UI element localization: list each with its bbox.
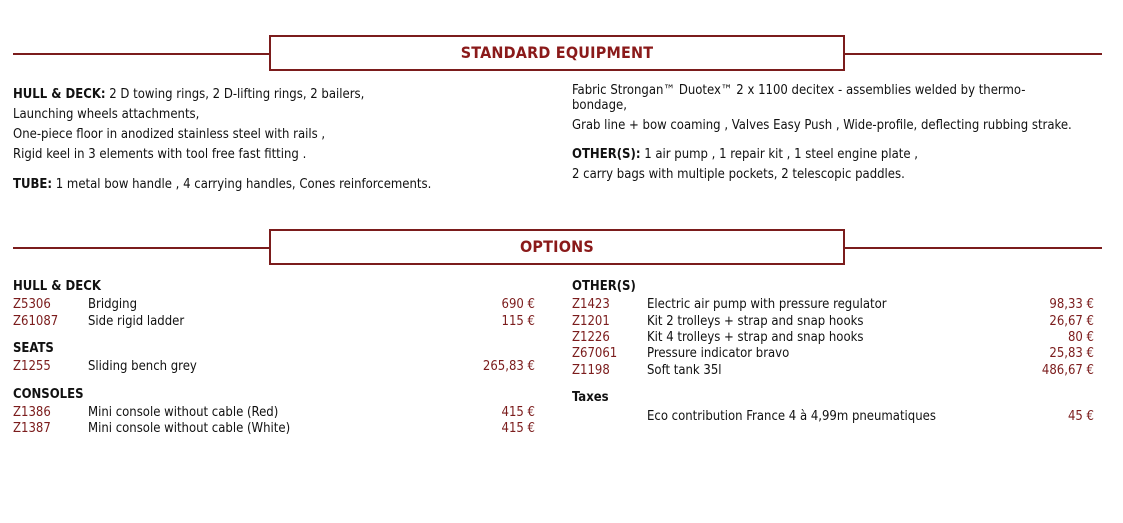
option-desc: Sliding bench grey: [88, 359, 197, 374]
option-desc: Electric air pump with pressure regulator: [647, 297, 887, 312]
option-code: Z61087: [13, 314, 59, 329]
option-code: Z67061: [572, 346, 618, 361]
option-code: Z1226: [572, 330, 610, 345]
options-heading-taxes: Taxes: [572, 390, 609, 405]
option-price: 415 €: [501, 421, 535, 436]
option-desc: Kit 4 trolleys + strap and snap hooks: [647, 330, 864, 345]
option-code: Z1201: [572, 314, 610, 329]
tube-text: 1 metal bow handle , 4 carrying handles, Cones reinforcements.: [55, 177, 432, 192]
hull-deck-text-1: 2 D towing rings, 2 D-lifting rings, 2 bailers,: [109, 87, 365, 102]
hull-deck-line-3: One-piece floor in anodized stainless steel with rails ,: [13, 127, 326, 142]
option-price: 26,67 €: [1049, 314, 1094, 329]
option-code: Z5306: [13, 297, 51, 312]
others-line-2: 2 carry bags with multiple pockets, 2 telescopic paddles.: [572, 167, 905, 182]
hull-deck-line-2: Launching wheels attachments,: [13, 107, 200, 122]
options-title: OPTIONS: [269, 229, 845, 265]
option-code: Z1198: [572, 363, 610, 378]
options-heading-consoles: CONSOLES: [13, 387, 84, 402]
option-desc: Mini console without cable (White): [88, 421, 291, 436]
fabric-line-1: Fabric Strongan™ Duotex™ 2 x 1100 decitex - assemblies welded by thermo-: [572, 83, 1026, 98]
option-desc: Mini console without cable (Red): [88, 405, 279, 420]
others-line-1: [572, 147, 918, 163]
option-code: Z1386: [13, 405, 51, 420]
options-heading-seats: SEATS: [13, 341, 54, 356]
option-desc: Eco contribution France 4 à 4,99m pneumatiques: [647, 409, 936, 424]
standard-equipment-title: STANDARD EQUIPMENT: [269, 35, 845, 71]
option-code: Z1255: [13, 359, 51, 374]
hull-deck-label: HULL & DECK:: [13, 87, 106, 102]
option-desc: Pressure indicator bravo: [647, 346, 790, 361]
divider-right: [843, 53, 1102, 55]
option-price: 265,83 €: [482, 359, 535, 374]
option-price: 25,83 €: [1049, 346, 1094, 361]
fabric-line-2: bondage,: [572, 98, 627, 113]
option-desc: Bridging: [88, 297, 138, 312]
option-price: 486,67 €: [1041, 363, 1094, 378]
option-code: Z1387: [13, 421, 51, 436]
option-price: 690 €: [501, 297, 535, 312]
options-heading-others: OTHER(S): [572, 279, 636, 294]
option-desc: Kit 2 trolleys + strap and snap hooks: [647, 314, 864, 329]
others-label: OTHER(S):: [572, 147, 641, 162]
tube-line: [13, 177, 431, 193]
fabric-line-3: Grab line + bow coaming , Valves Easy Push , Wide-profile, deflecting rubbing strake.: [572, 118, 1072, 133]
options-divider-right: [843, 247, 1102, 249]
others-text-1: 1 air pump , 1 repair kit , 1 steel engine plate ,: [644, 147, 918, 162]
divider-left: [13, 53, 271, 55]
option-code: Z1423: [572, 297, 610, 312]
option-desc: Side rigid ladder: [88, 314, 185, 329]
option-price: 115 €: [501, 314, 535, 329]
option-price: 415 €: [501, 405, 535, 420]
options-divider-left: [13, 247, 271, 249]
option-price: 80 €: [1067, 330, 1094, 345]
option-price: 98,33 €: [1049, 297, 1094, 312]
hull-deck-line-1: [13, 87, 364, 103]
tube-label: TUBE:: [13, 177, 53, 192]
options-heading-hull-deck: HULL & DECK: [13, 279, 101, 294]
option-price: 45 €: [1067, 409, 1094, 424]
hull-deck-line-4: Rigid keel in 3 elements with tool free fast fitting .: [13, 147, 307, 162]
option-desc: Soft tank 35l: [647, 363, 722, 378]
